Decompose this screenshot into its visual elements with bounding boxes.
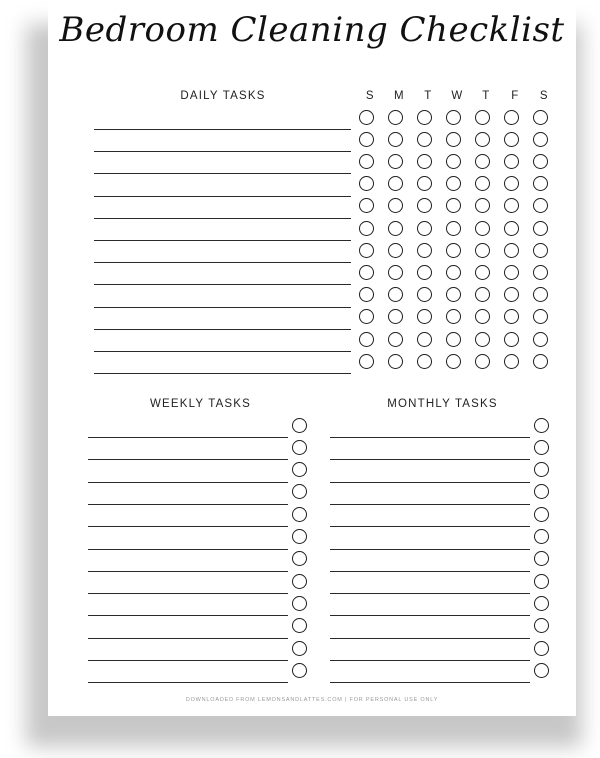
daily-task-line[interactable] xyxy=(94,129,351,130)
daily-task-line[interactable] xyxy=(94,329,351,330)
daily-checkbox[interactable] xyxy=(417,176,432,191)
weekly-task-line[interactable] xyxy=(88,638,288,639)
daily-checkbox[interactable] xyxy=(359,176,374,191)
daily-checkbox[interactable] xyxy=(533,132,548,147)
monthly-task-line[interactable] xyxy=(330,660,530,661)
daily-checkbox[interactable] xyxy=(446,265,461,280)
monthly-checkbox[interactable] xyxy=(534,507,549,522)
daily-checkbox[interactable] xyxy=(417,243,432,258)
daily-checkbox[interactable] xyxy=(533,309,548,324)
daily-task-line[interactable] xyxy=(94,351,351,352)
monthly-task-line[interactable] xyxy=(330,549,530,550)
daily-checkbox[interactable] xyxy=(533,110,548,125)
weekly-task-line[interactable] xyxy=(88,593,288,594)
weekly-checkbox[interactable] xyxy=(292,596,307,611)
monthly-checkbox[interactable] xyxy=(534,440,549,455)
weekly-task-line[interactable] xyxy=(88,571,288,572)
monthly-tasks-heading: MONTHLY TASKS xyxy=(387,398,498,410)
daily-checkbox[interactable] xyxy=(504,110,519,125)
daily-checkbox[interactable] xyxy=(475,198,490,213)
daily-checkbox[interactable] xyxy=(475,176,490,191)
monthly-checkbox[interactable] xyxy=(534,618,549,633)
daily-checkbox[interactable] xyxy=(533,332,548,347)
daily-task-line[interactable] xyxy=(94,284,351,285)
daily-checkbox[interactable] xyxy=(475,332,490,347)
page-title: Bedroom Cleaning Checklist xyxy=(59,10,565,50)
daily-checkbox[interactable] xyxy=(533,354,548,369)
weekly-checkbox[interactable] xyxy=(292,507,307,522)
daily-checkbox[interactable] xyxy=(388,176,403,191)
daily-task-line[interactable] xyxy=(94,240,351,241)
daily-checkbox[interactable] xyxy=(417,309,432,324)
daily-checkbox[interactable] xyxy=(388,221,403,236)
weekday-label: M xyxy=(393,90,405,102)
daily-checkbox[interactable] xyxy=(359,265,374,280)
daily-checkbox[interactable] xyxy=(359,132,374,147)
daily-checkbox[interactable] xyxy=(359,309,374,324)
daily-checkbox[interactable] xyxy=(533,221,548,236)
daily-checkbox[interactable] xyxy=(359,198,374,213)
daily-checkbox[interactable] xyxy=(388,332,403,347)
daily-checkbox[interactable] xyxy=(417,110,432,125)
monthly-checkbox[interactable] xyxy=(534,641,549,656)
weekly-task-line[interactable] xyxy=(88,549,288,550)
weekly-checkbox[interactable] xyxy=(292,641,307,656)
daily-checkbox[interactable] xyxy=(504,154,519,169)
weekly-task-line[interactable] xyxy=(88,437,288,438)
monthly-checkbox[interactable] xyxy=(534,462,549,477)
monthly-task-line[interactable] xyxy=(330,682,530,683)
daily-checkbox[interactable] xyxy=(417,198,432,213)
daily-checkbox[interactable] xyxy=(475,110,490,125)
monthly-task-line[interactable] xyxy=(330,571,530,572)
daily-checkbox[interactable] xyxy=(475,243,490,258)
daily-checkbox[interactable] xyxy=(475,132,490,147)
monthly-checkbox[interactable] xyxy=(534,484,549,499)
daily-task-line[interactable] xyxy=(94,151,351,152)
daily-task-line[interactable] xyxy=(94,173,351,174)
daily-checkbox[interactable] xyxy=(388,309,403,324)
weekly-task-line[interactable] xyxy=(88,482,288,483)
weekly-task-line[interactable] xyxy=(88,615,288,616)
weekly-task-line[interactable] xyxy=(88,504,288,505)
daily-checkbox[interactable] xyxy=(533,154,548,169)
daily-checkbox[interactable] xyxy=(388,110,403,125)
daily-checkbox[interactable] xyxy=(504,132,519,147)
daily-checkbox[interactable] xyxy=(446,110,461,125)
daily-checkbox[interactable] xyxy=(388,198,403,213)
monthly-checkbox[interactable] xyxy=(534,596,549,611)
monthly-checkbox[interactable] xyxy=(534,418,549,433)
monthly-task-line[interactable] xyxy=(330,459,530,460)
daily-checkbox[interactable] xyxy=(504,243,519,258)
daily-checkbox[interactable] xyxy=(504,354,519,369)
daily-checkbox[interactable] xyxy=(533,287,548,302)
monthly-task-line[interactable] xyxy=(330,482,530,483)
daily-checkbox[interactable] xyxy=(533,265,548,280)
daily-checkbox[interactable] xyxy=(446,332,461,347)
daily-checkbox[interactable] xyxy=(446,221,461,236)
daily-checkbox[interactable] xyxy=(446,243,461,258)
daily-checkbox[interactable] xyxy=(504,332,519,347)
footer-note: DOWNLOADED FROM LEMONSANDLATTES.COM | FOR PERSONAL USE ONLY xyxy=(185,697,439,703)
daily-checkbox[interactable] xyxy=(417,287,432,302)
daily-checkbox[interactable] xyxy=(533,243,548,258)
daily-checkbox[interactable] xyxy=(533,198,548,213)
daily-task-line[interactable] xyxy=(94,262,351,263)
daily-checkbox[interactable] xyxy=(504,176,519,191)
weekday-label: S xyxy=(365,90,375,102)
daily-checkbox[interactable] xyxy=(359,110,374,125)
daily-checkbox[interactable] xyxy=(504,287,519,302)
daily-task-line[interactable] xyxy=(94,307,351,308)
daily-checkbox[interactable] xyxy=(417,132,432,147)
weekly-task-line[interactable] xyxy=(88,682,288,683)
daily-checkbox[interactable] xyxy=(388,354,403,369)
weekday-label: F xyxy=(511,90,519,102)
daily-checkbox[interactable] xyxy=(446,309,461,324)
daily-checkbox[interactable] xyxy=(504,309,519,324)
weekday-header xyxy=(353,90,563,104)
daily-task-line[interactable] xyxy=(94,218,351,219)
daily-checkbox[interactable] xyxy=(359,287,374,302)
daily-checkbox[interactable] xyxy=(446,176,461,191)
daily-checkbox[interactable] xyxy=(417,265,432,280)
daily-checkbox[interactable] xyxy=(417,154,432,169)
daily-checkbox[interactable] xyxy=(388,243,403,258)
daily-checkbox[interactable] xyxy=(359,221,374,236)
weekly-checkbox[interactable] xyxy=(292,440,307,455)
daily-task-line[interactable] xyxy=(94,373,351,374)
daily-checkbox[interactable] xyxy=(388,287,403,302)
weekday-label: T xyxy=(424,90,432,102)
monthly-task-line[interactable] xyxy=(330,615,530,616)
daily-checkbox[interactable] xyxy=(504,198,519,213)
daily-checkbox[interactable] xyxy=(359,154,374,169)
daily-checkbox[interactable] xyxy=(446,154,461,169)
daily-checkbox[interactable] xyxy=(359,243,374,258)
weekly-tasks-heading: WEEKLY TASKS xyxy=(149,398,252,410)
weekday-label: S xyxy=(539,90,549,102)
weekday-label: T xyxy=(482,90,490,102)
monthly-task-line[interactable] xyxy=(330,638,530,639)
weekly-checkbox[interactable] xyxy=(292,618,307,633)
checklist-page xyxy=(48,0,576,716)
monthly-checkbox[interactable] xyxy=(534,574,549,589)
daily-checkbox[interactable] xyxy=(475,309,490,324)
daily-checkbox[interactable] xyxy=(417,332,432,347)
daily-checkbox[interactable] xyxy=(446,354,461,369)
daily-checkbox[interactable] xyxy=(417,354,432,369)
daily-checkbox[interactable] xyxy=(446,287,461,302)
daily-checkbox[interactable] xyxy=(388,154,403,169)
weekday-label: W xyxy=(451,90,463,102)
weekly-checkbox[interactable] xyxy=(292,529,307,544)
daily-checkbox[interactable] xyxy=(475,265,490,280)
daily-checkbox[interactable] xyxy=(446,198,461,213)
daily-checkbox[interactable] xyxy=(359,354,374,369)
monthly-task-line[interactable] xyxy=(330,504,530,505)
daily-checkbox[interactable] xyxy=(504,265,519,280)
daily-checkbox[interactable] xyxy=(417,221,432,236)
monthly-task-line[interactable] xyxy=(330,437,530,438)
daily-checkbox[interactable] xyxy=(388,132,403,147)
daily-checkbox[interactable] xyxy=(533,176,548,191)
weekly-checkbox[interactable] xyxy=(292,574,307,589)
daily-checkbox[interactable] xyxy=(475,354,490,369)
weekly-checkbox[interactable] xyxy=(292,418,307,433)
daily-checkbox[interactable] xyxy=(475,221,490,236)
weekly-checkbox[interactable] xyxy=(292,551,307,566)
daily-checkbox[interactable] xyxy=(475,287,490,302)
monthly-checkbox[interactable] xyxy=(534,551,549,566)
monthly-checkbox[interactable] xyxy=(534,663,549,678)
daily-task-line[interactable] xyxy=(94,196,351,197)
monthly-task-line[interactable] xyxy=(330,593,530,594)
daily-checkbox[interactable] xyxy=(388,265,403,280)
weekly-task-line[interactable] xyxy=(88,660,288,661)
monthly-task-line[interactable] xyxy=(330,526,530,527)
weekly-task-line[interactable] xyxy=(88,526,288,527)
daily-checkbox[interactable] xyxy=(446,132,461,147)
daily-checkbox[interactable] xyxy=(359,332,374,347)
weekly-checkbox[interactable] xyxy=(292,663,307,678)
daily-tasks-heading: DAILY TASKS xyxy=(180,90,266,102)
monthly-checkbox[interactable] xyxy=(534,529,549,544)
weekly-task-line[interactable] xyxy=(88,459,288,460)
weekly-checkbox[interactable] xyxy=(292,462,307,477)
weekly-checkbox[interactable] xyxy=(292,484,307,499)
daily-checkbox[interactable] xyxy=(475,154,490,169)
daily-checkbox[interactable] xyxy=(504,221,519,236)
